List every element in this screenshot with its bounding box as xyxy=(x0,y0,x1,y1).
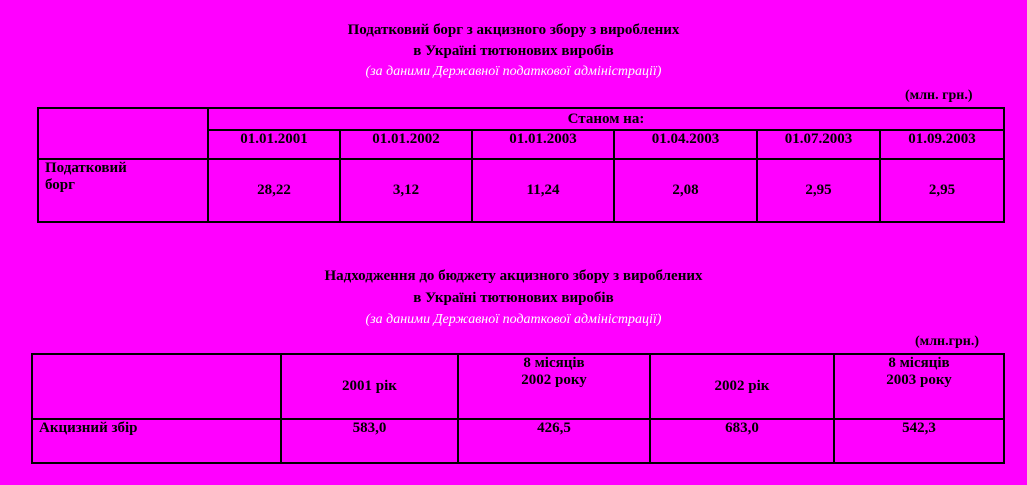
value-cell: 11,24 xyxy=(472,159,614,222)
period-header xyxy=(458,354,650,419)
value-cell: 542,3 xyxy=(834,419,1004,463)
period-header-line: 2002 року xyxy=(521,372,587,388)
section1-units: (млн. грн.) xyxy=(905,88,973,103)
value-cell: 426,5 xyxy=(458,419,650,463)
value-cell: 583,0 xyxy=(281,419,458,463)
section2-source: (за даними Державної податкової адміністрації) xyxy=(365,312,662,327)
period-header-line: 2003 року xyxy=(886,372,952,388)
value-cell: 3,12 xyxy=(340,159,472,222)
section2-title-line1: Надходження до бюджету акцизного збору з вироблених xyxy=(324,268,703,284)
as-of-header: Станом на: xyxy=(208,108,1004,130)
value-cell: 683,0 xyxy=(650,419,834,463)
date-header: 01.07.2003 xyxy=(757,130,880,159)
period-header xyxy=(281,354,458,419)
corner-cell xyxy=(38,108,208,159)
tax-debt-header-row xyxy=(38,108,1004,130)
date-header: 01.01.2003 xyxy=(472,130,614,159)
table-row xyxy=(32,419,1004,463)
section1-title-line1: Податковий борг з акцизного збору з вироблених xyxy=(347,22,680,38)
row-label-tax-debt xyxy=(38,159,208,222)
date-header: 01.01.2001 xyxy=(208,130,340,159)
section1-title-line2: в Україні тютюнових виробів xyxy=(413,43,614,59)
value-cell: 2,08 xyxy=(614,159,757,222)
row-label-line: борг xyxy=(45,177,75,193)
value-cell: 28,22 xyxy=(208,159,340,222)
date-header: 01.01.2002 xyxy=(340,130,472,159)
row-label-excise: Акцизний збір xyxy=(32,419,281,463)
value-cell: 2,95 xyxy=(757,159,880,222)
row-label-line: Податковий xyxy=(45,160,127,176)
date-header: 01.09.2003 xyxy=(880,130,1004,159)
value-cell: 2,95 xyxy=(880,159,1004,222)
corner-cell xyxy=(32,354,281,419)
period-header-line: 8 місяців xyxy=(523,355,585,371)
period-header xyxy=(834,354,1004,419)
period-header-line: 2002 рік xyxy=(714,378,770,394)
period-header-line: 2001 рік xyxy=(342,378,397,394)
section1-source: (за даними Державної податкової адміністрації) xyxy=(365,64,662,79)
excise-header-row xyxy=(32,354,1004,419)
tax-debt-table xyxy=(37,107,1005,223)
date-header: 01.04.2003 xyxy=(614,130,757,159)
section2-title-line2: в Україні тютюнових виробів xyxy=(413,290,614,306)
table-row xyxy=(38,159,1004,222)
section2-units: (млн.грн.) xyxy=(915,334,979,349)
period-header xyxy=(650,354,834,419)
excise-revenue-table xyxy=(31,353,1005,464)
period-header-line: 8 місяців xyxy=(888,355,950,371)
